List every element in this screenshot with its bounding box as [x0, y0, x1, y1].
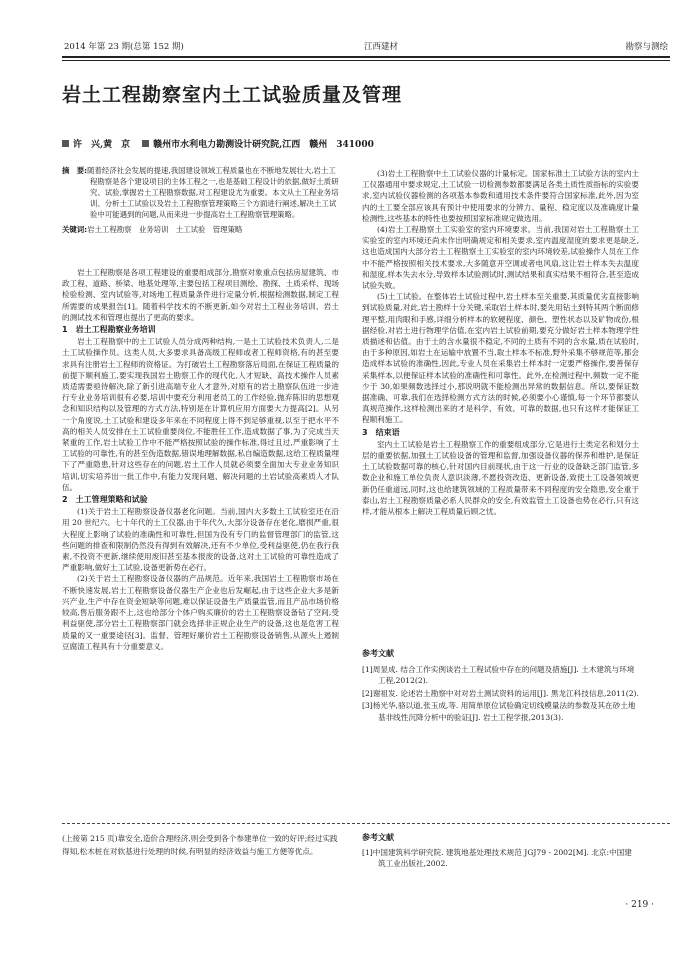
body-column-right — [362, 168, 639, 517]
body-paragraph: (3)岩土工程勘察中土工试验仪器的计量标定。国家标准土工试验方法的室内土工仪器通用中要求规定,土工试验一切检测参数都要满足各类土质性质指标的实验要求,室内试验仪器检测的各项基本参数和通用技术条件要符合国家标准,此外,因为室内的土工要全部应该具有预计中使用要求的分辨力、量程、稳定度以及准确度计量检测性,这些基本的特性也要按照国家标准规定做选用。 — [362, 169, 639, 223]
conclusion-paragraph: 室内土工试验是岩土工程勘察工作的重要组成部分,它是进行土类定名和划分土层的重要依据,加强土工试验设备的管理和监督,加强设备仪器的保养和维护,是保证土工试验数据可靠的核心,针对国内目前现状,由于这一行业的设备缺乏部门监管,多数企业和施工单位负责人意识淡薄,不愿投资改造、更新设备,致使土工设备领域更新仍任重道远,同时,这也给建筑领域的工程质量带来不同程度的安全隐患,安全重于泰山,岩土工程勘察质量必系人民群众的安全,有效监管土工设备也势在必行,只有这样,才能从根本上解决工程质量后顾之忧。 — [362, 439, 639, 517]
section-heading-1: 1 岩土工程勘察业务培训 — [62, 325, 156, 335]
issue-label: 2014 年第 23 期(总第 152 期) — [64, 42, 184, 52]
author-affiliation: 赣州市水利电力勘测设计研究院,江西 赣州 341000 — [153, 140, 374, 150]
reference-item: [1]中国建筑科学研究院. 建筑地基处理技术规范 JGJ79 - 2002[M]. 北京:中国建筑工业出版社,2002. — [362, 847, 632, 868]
header-rule-thin — [62, 60, 670, 61]
continued-text: (上接第 215 页)靠安全,造价合理经济,则会受到各个参建单位一致的好评;经过实践得知,松木桩在对软基进行处理的时候,有明显的经济效益与施工方便等优点。 — [62, 834, 338, 856]
abstract-text: 随着经济社会发展的提速,我国建设领域工程质量也在不断地发展壮大,岩土工程勘察是各个建设项目的主体工程之一,也是基础工程设计的依据,做好土质研究、试验,掌握岩土工程勘察数据,对工程建设尤为重要。本文从土工程业务培训、分析土工试验以及岩土工程勘察管理策略三个方面进行阐述,解决土工试验中可能遇到的问题,从而来进一步提高岩土工程勘察管理策略。 — [87, 166, 339, 219]
section-heading-2: 2 土工管理策略和试验 — [62, 495, 148, 505]
running-header — [64, 40, 668, 54]
keywords-text: 岩土工程勘察 业务培训 土工试验 管理策略 — [87, 225, 243, 234]
page-number: · 219 · — [625, 900, 654, 910]
references-section — [362, 648, 639, 724]
references-heading: 参考文献 — [362, 833, 394, 842]
author-line — [62, 137, 374, 150]
section-heading-3: 3 结束语 — [362, 427, 400, 437]
body-paragraph: (1)关于岩土工程勘察设备仪器老化问题。当前,国内大多数土工试验室还在沿用 20 世纪六、七十年代的土工仪器,由于年代久,大部分设备存在老化,磨损严重,很大程度上影响了试验的准确性和可靠性,但国为没有专门的监督管理部门的监管,这些问题的排查和限制仍然没有得到有效解决,还有不少单位,受利益驱使,仍在我行我素,不投资不更新,继续使用废旧甚至基本报废的设备,这对土工试验的可靠性造成了严重影响,做好土工试验,设备更新势在必行。 — [62, 507, 339, 573]
body-paragraph: 岩土工程勘察中的土工试验人员分成两种结构,一是土工试验技术负责人,二是土工试验操作员。这类人员,大多要求具备高级工程师或者工程师资格,有的甚至要求具有注册岩土工程师的资格证。为打破岩土工程勘察落后局面,在保证工程质量的前提下顺利施工,要实现我国岩土勘察工作的现代化,人才短缺、高技术操作人员素质适需要亟待解决,除了新引进高端专业人才意外,对原有的岩土勘察队伍进一步进行专业业务培训很有必要,培训中要充分利用老员工的工作经验,抛弃陈旧的思想观念和知识结构以及管理的方式方法,特别是在计算机应用方面要大力提高[2]。从另一个角度说,土工试验和建设多年来在不同程度上得不到足够重视,以至于把水平不高的相关人员安排在土工试验重要岗位,不能胜任工作,造成数据了事,为了完成当天紧重的工作,岩土试验工作中不能严格按照试验的操作标准,得过且过,严重影响了土工试验的可靠性,有的甚至伪造数据,错误地理解数据,私自编造数据,这给工程质量埋下了严重隐患,针对这些存在的问题,岩土工作人员就必须要全面加大专业业务知识培训,切实培养出一批工作中,有能力发现问题、解决问题的土岩试验高素质人才队伍。 — [62, 337, 339, 492]
square-bullet-icon — [62, 140, 69, 147]
section-name: 勘察与测绘 — [625, 42, 668, 52]
abstract-label: 摘 要: — [62, 166, 88, 175]
dotted-separator — [62, 823, 670, 824]
keywords-label: 关键词: — [62, 225, 88, 234]
abstract — [62, 165, 339, 220]
journal-name: 江西建材 — [364, 42, 399, 52]
reference-item: [1]周显成. 结合工作实例谈岩土工程试验中存在的问题及措施[J]. 土木建筑与环境工程,2012(2). — [362, 664, 635, 685]
square-bullet-icon — [142, 140, 149, 147]
article-title: 岩土工程勘察室内土工试验质量及管理 — [62, 84, 403, 106]
body-paragraph: (2)关于岩土工程勘察设备仪器的产品规范。近年来,我国岩土工程勘察市场在不断快速发展,岩土工程勘察设备仪器生产企业也后发崛起,由于这些企业大多是新兴产业,生产中存在资金短缺等问题,难以保证设备生产质量监管,而且产品市场价格较高,售后服务跟不上,这也给部分个体户购买廉价的岩土工程勘察设备钻了空间,受利益驱使,部分岩土工程勘察部门就会选择非正规企业生产的设备,这也是危害工程质量的又一重要途径[3]。监督、管理好廉价岩土工程勘察设备销售,从源头上遏制豆腐渣工程具有十分重要意义。 — [62, 574, 339, 651]
reference-item: [2]谢祖发. 论述岩土勘察中对对岩土测试资料的运用[J]. 黑龙江科技信息,2011(2). — [362, 688, 639, 698]
reference-item: [3]杨光华,骆以道,张玉成,等. 用简单原位试验确定切线模量法的参数及其在砂土地基非线性沉降分析中的验证[J]. 岩土工程学报,2013(3). — [362, 701, 636, 722]
intro-paragraph: 岩土工程勘察是各项工程建设的重要组成部分,勘察对象重点包括房屋建筑、市政工程、道路、桥梁、地基处理等,主要包括工程项目测绘、勘探、土质采样、现场检验检测、室内试验等,对场地工程质量条件进行定量分析,根据检测数据,制定工程所需要的成果报告[1]。随着科学技术的不断更新,如今对岩土工程业务培训、岩土的测试技术和管理也提出了更高的要求。 — [62, 268, 339, 322]
header-rule-thick — [62, 56, 670, 58]
author-names: 许 兴,黄 京 — [73, 140, 131, 150]
references-section-2 — [362, 832, 639, 871]
keywords — [62, 224, 339, 235]
body-column-left — [62, 267, 339, 652]
references-heading: 参考文献 — [362, 649, 394, 658]
abstract-block — [62, 165, 339, 235]
body-paragraph: (4)岩土工程勘察土工实验室的室内环境要求。当前,我国对岩土工程勘察土工实验室的室内环境还尚未作出明确规定和相关要求,室内温度湿度的要求更是缺乏,这也造成国内大部分岩土工程勘察土工实验室的室内环境较差,试验操作人员在工作中不能严格按照相关技术要求,大多随意开空调或者电风扇,这让岩土样本失去温度和湿度,样本失去水分,导致样本试验测试时,测试结果和真实结果不相符合,甚至造成试验失败。 — [362, 225, 639, 291]
body-paragraph: (5)土工试验。在整体岩土试验过程中,岩土样本至关重要,其质量优劣直接影响到试验质量,对此,岩土勘样十分关键,采取岩土样本时,要先用钻土到特其两个断面修理平整,用肉眼和手感,详细分析样本的软硬程度、颜色、塑性状态以及矿物成份,根据经验,对岩土进行物理学估值,在室内岩土试验前期,要充分做好岩土样本物理学性质描述和估值。由于土的含水量很不稳定,不同的土质有不同的含水量,质在试验时,由于多种原因,如岩土在运输中放置不当,取土样本不标准,野外采集不够规范等,都会造成样本试验的准确性,因此,专业人员在采集岩土样本时一定要严格操作,要善保存采集样本,以便保证样本试验的准确性和可靠性。此外,在检测过程中,频数一定不能少于 30,如果频数选择过小,那说明就不能检测出异常的数据信息。所以,要保证数据准确、可靠,我们在选择检测方式方法的时候,必须要小心谨慎,每一个环节都要认真规范操作,这样检测出来的才是科学、有效、可靠的数据,也只有这样才能保证工程顺利施工。 — [362, 292, 639, 425]
